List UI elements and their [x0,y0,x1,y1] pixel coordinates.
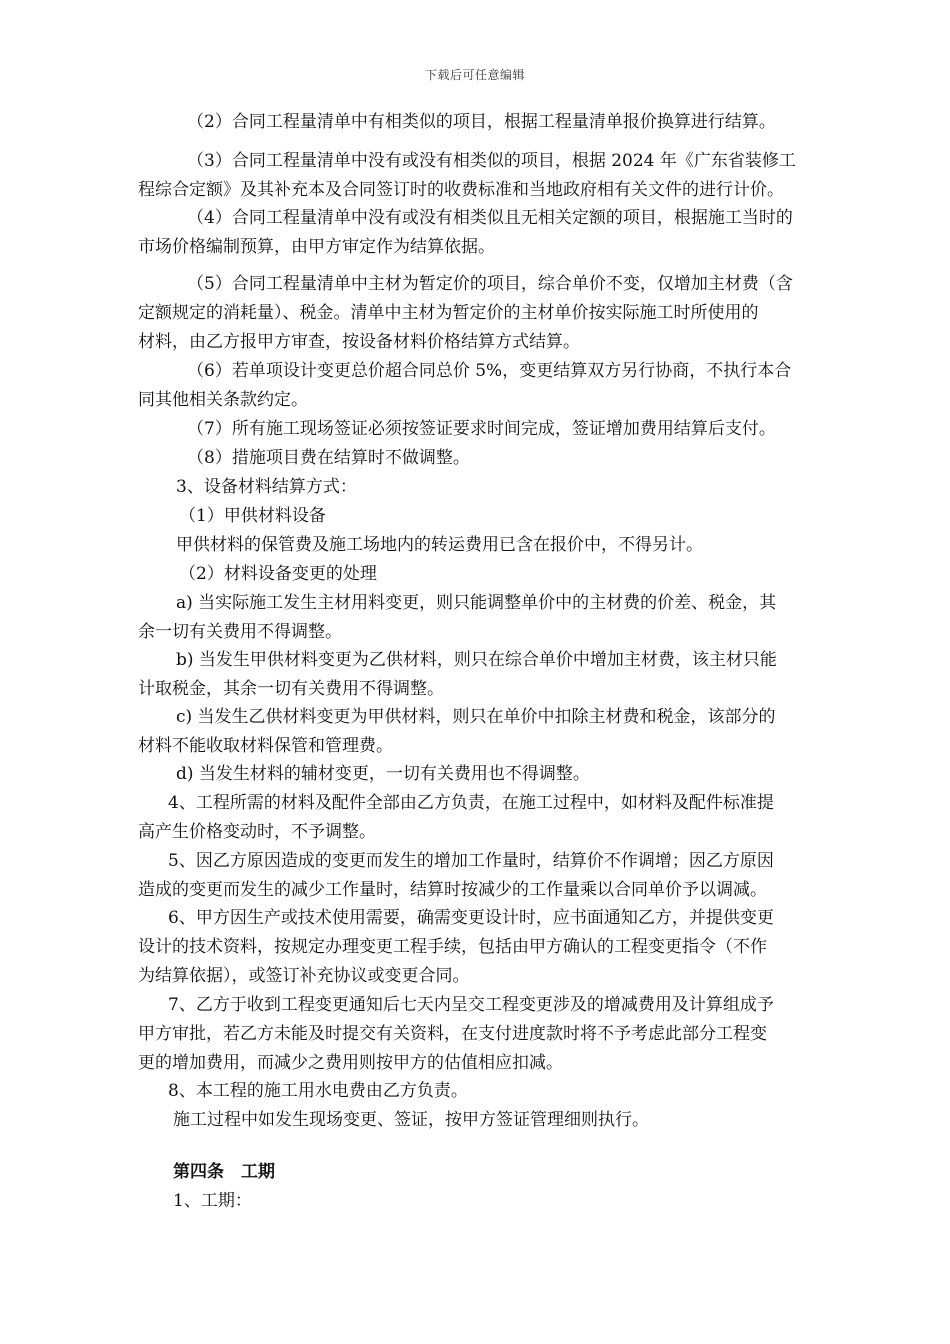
text-line: b) 当发生甲供材料变更为乙供材料，则只在综合单价中增加主材费，该主材只能 [176,650,777,670]
paragraph-section-4 [138,789,860,847]
text-line: （8）措施项目费在结算时不做调整。 [187,448,470,468]
page-header: 下载后可任意编辑 [424,68,525,82]
text-line: （2）材料设备变更的处理 [179,564,377,584]
text-line: 造成的变更而发生的减少工作量时，结算时按减少的工作量乘以合同单价予以调减。 [138,880,767,900]
text-line: 3、设备材料结算方式： [176,477,357,497]
article-4-heading [138,1158,895,1187]
text-line: 同其他相关条款约定。 [138,390,308,410]
paragraph-section-7 [138,991,860,1078]
paragraph-section-3-1-text [138,531,898,560]
paragraph-item-c [138,703,860,761]
text-line: c) 当发生乙供材料变更为甲供材料，则只在单价中扣除主材费和税金，该部分的 [176,707,776,727]
text-line: 材料不能收取材料保管和管理费。 [138,736,393,756]
paragraph-clause-2-4 [138,204,860,262]
paragraph-section-3-1 [138,502,901,531]
paragraph-item-b [138,646,860,704]
text-line: （1）甲供材料设备 [179,506,326,526]
text-line: 8、本工程的施工用水电费由乙方负责。 [168,1081,468,1101]
text-line: 甲供材料的保管费及施工场地内的转运费用已含在报价中，不得另计。 [176,535,703,555]
text-line: 为结算依据），或签订补充协议或变更合同。 [138,966,470,986]
text-line: 市场价格编制预算，由甲方审定作为结算依据。 [138,237,495,257]
paragraph-clause-2-6 [138,357,860,415]
paragraph-article-4-1 [138,1187,895,1216]
heading-text: 第四条 工期 [173,1162,275,1182]
paragraph-clause-2-7 [138,415,909,444]
text-line: （3）合同工程量清单中没有或没有相类似的项目，根据 2024 年《广东省装修工 [187,151,796,171]
text-line: 材料，由乙方报甲方审查，按设备材料价格结算方式结算。 [138,332,580,352]
text-line: 更的增加费用，而减少之费用则按甲方的估值相应扣减。 [138,1053,563,1073]
paragraph-clause-2-3 [138,147,860,205]
paragraph-clause-2-5 [138,270,860,357]
text-line: （2）合同工程量清单中有相类似的项目，根据工程量清单报价换算进行结算。 [187,112,776,132]
text-line: （5）合同工程量清单中主材为暂定价的项目，综合单价不变，仅增加主材费（含 [187,274,793,294]
text-line: 甲方审批，若乙方未能及时提交有关资料，在支付进度款时将不予考虑此部分工程变 [138,1024,767,1044]
paragraph-site-changes [138,1106,895,1135]
paragraph-section-3-2 [138,560,901,589]
paragraph-clause-2-8 [138,444,909,473]
paragraph-section-6 [138,904,860,991]
text-line: d) 当发生材料的辅材变更，一切有关费用也不得调整。 [176,764,590,784]
text-line: a) 当实际施工发生主材用料变更，则只能调整单价中的主材费的价差、税金，其 [176,593,777,613]
paragraph-section-3 [138,473,898,502]
text-line: （6）若单项设计变更总价超合同总价 5%，变更结算双方另行协商，不执行本合 [187,361,792,381]
text-line: （4）合同工程量清单中没有或没有相类似且无相关定额的项目，根据施工当时的 [187,208,793,228]
text-line: 施工过程中如发生现场变更、签证，按甲方签证管理细则执行。 [173,1110,649,1130]
text-line: 5、因乙方原因造成的变更而发生的增加工作量时，结算价不作调增；因乙方原因 [168,851,774,871]
text-line: 高产生价格变动时，不予调整。 [138,822,376,842]
paragraph-item-a [138,589,860,647]
text-line: 定额规定的消耗量）、税金。清单中主材为暂定价的主材单价按实际施工时所使用的 [138,303,759,323]
text-line: （7）所有施工现场签证必须按签证要求时间完成，签证增加费用结算后支付。 [187,419,776,439]
text-line: 4、工程所需的材料及配件全部由乙方负责，在施工过程中，如材料及配件标准提 [168,793,774,813]
paragraph-section-8 [138,1077,890,1106]
text-line: 计取税金，其余一切有关费用不得调整。 [138,679,444,699]
paragraph-item-d [138,760,898,789]
paragraph-clause-2-2 [138,108,909,137]
text-line: 7、乙方于收到工程变更通知后七天内呈交工程变更涉及的增减费用及计算组成予 [168,995,774,1015]
text-line: 1、工期： [173,1191,252,1211]
text-line: 余一切有关费用不得调整。 [138,622,342,642]
text-line: 6、甲方因生产或技术使用需要，确需变更设计时，应书面通知乙方，并提供变更 [168,908,774,928]
text-line: 设计的技术资料，按规定办理变更工程手续，包括由甲方确认的工程变更指令（不作 [138,937,767,957]
text-line: 程综合定额》及其补充本及合同签订时的收费标准和当地政府相有关文件的进行计价。 [138,180,784,200]
paragraph-section-5 [138,847,860,905]
